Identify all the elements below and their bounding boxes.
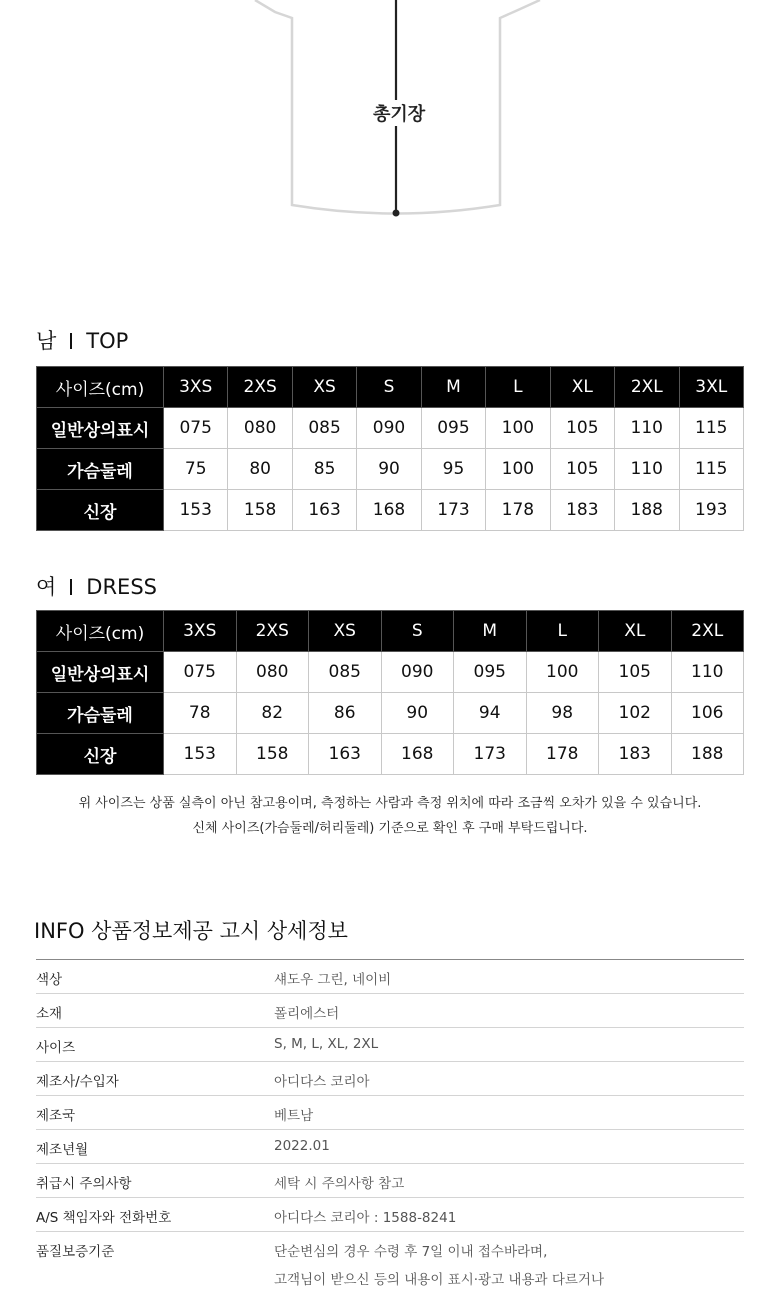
size-row-label: 신장	[37, 734, 164, 775]
info-key: 제조국	[36, 1108, 76, 1124]
size-note-line-1: 위 사이즈는 상품 실측이 아닌 참고용이며, 측정하는 사람과 측정 위치에 따라 조금씩 오차가 있을 수 있습니다.	[78, 796, 702, 811]
info-value: 아디다스 코리아 : 1588-8241	[274, 1210, 457, 1226]
info-row	[36, 1062, 744, 1096]
size-header-cell: S	[381, 611, 454, 652]
size-header-cell: M	[421, 367, 485, 408]
size-table-row	[37, 611, 744, 652]
size-value-cell: 090	[357, 408, 421, 449]
info-key: A/S 책임자와 전화번호	[36, 1210, 172, 1226]
size-value-cell: 102	[599, 693, 672, 734]
men-size-title	[36, 325, 128, 355]
size-value-cell: 100	[486, 449, 550, 490]
size-value-cell: 100	[526, 652, 599, 693]
women-category-label: DRESS	[86, 575, 157, 599]
size-header-cell: XS	[309, 611, 382, 652]
size-header-label: 사이즈(cm)	[37, 611, 164, 652]
info-value: 세탁 시 주의사항 참고	[274, 1176, 405, 1192]
info-value: 베트남	[274, 1108, 314, 1124]
size-table-row	[37, 408, 744, 449]
info-key: 색상	[36, 972, 63, 988]
title-separator	[70, 333, 72, 349]
size-value-cell: 85	[292, 449, 356, 490]
size-header-label: 사이즈(cm)	[37, 367, 164, 408]
size-value-cell: 98	[526, 693, 599, 734]
size-value-cell: 153	[164, 734, 237, 775]
info-value: 섀도우 그린, 네이비	[274, 972, 392, 988]
size-row-label: 가슴둘레	[37, 693, 164, 734]
size-value-cell: 095	[421, 408, 485, 449]
size-value-cell: 075	[164, 652, 237, 693]
size-value-cell: 153	[164, 490, 228, 531]
size-value-cell: 75	[164, 449, 228, 490]
size-value-cell: 188	[671, 734, 744, 775]
info-key: 제조사/수입자	[36, 1074, 119, 1090]
women-size-table	[36, 610, 744, 775]
title-separator	[70, 579, 72, 595]
size-row-label: 신장	[37, 490, 164, 531]
size-header-cell: L	[486, 367, 550, 408]
size-value-cell: 95	[421, 449, 485, 490]
size-header-cell: XS	[292, 367, 356, 408]
size-value-cell: 110	[615, 408, 679, 449]
size-value-cell: 105	[599, 652, 672, 693]
size-value-cell: 193	[679, 490, 744, 531]
info-value: 아디다스 코리아	[274, 1074, 370, 1090]
size-value-cell: 80	[228, 449, 292, 490]
size-value-cell: 183	[599, 734, 672, 775]
size-value-cell: 095	[454, 652, 527, 693]
size-value-cell: 115	[679, 449, 744, 490]
size-value-cell: 90	[381, 693, 454, 734]
size-value-cell: 178	[486, 490, 550, 531]
size-header-cell: XL	[599, 611, 672, 652]
size-value-cell: 085	[309, 652, 382, 693]
size-table-row	[37, 652, 744, 693]
info-row	[36, 1028, 744, 1062]
size-value-cell: 86	[309, 693, 382, 734]
size-value-cell: 178	[526, 734, 599, 775]
size-value-cell: 168	[357, 490, 421, 531]
size-note-line-2: 신체 사이즈(가슴둘레/허리둘레) 기준으로 확인 후 구매 부탁드립니다.	[192, 821, 588, 836]
size-value-cell: 173	[454, 734, 527, 775]
women-size-title	[36, 571, 157, 601]
size-table-row	[37, 490, 744, 531]
size-header-cell: 3XL	[679, 367, 744, 408]
info-row	[36, 994, 744, 1028]
size-value-cell: 110	[615, 449, 679, 490]
size-row-label: 가슴둘레	[37, 449, 164, 490]
total-length-label: 총기장	[371, 100, 427, 126]
info-key: 사이즈	[36, 1040, 76, 1056]
info-title: INFO 상품정보제공 고시 상세정보	[34, 919, 348, 943]
size-value-cell: 090	[381, 652, 454, 693]
size-table-row	[37, 449, 744, 490]
size-value-cell: 110	[671, 652, 744, 693]
info-value: 2022.01	[274, 1138, 330, 1154]
size-value-cell: 100	[486, 408, 550, 449]
info-key: 제조년월	[36, 1142, 89, 1158]
size-value-cell: 158	[228, 490, 292, 531]
size-header-cell: 3XS	[164, 611, 237, 652]
size-value-cell: 183	[550, 490, 614, 531]
info-row	[36, 1164, 744, 1198]
women-gender-label: 여	[36, 575, 57, 599]
size-value-cell: 163	[309, 734, 382, 775]
size-header-cell: XL	[550, 367, 614, 408]
size-value-cell: 168	[381, 734, 454, 775]
men-size-table	[36, 366, 744, 531]
size-header-cell: 2XL	[671, 611, 744, 652]
size-value-cell: 163	[292, 490, 356, 531]
size-value-cell: 158	[236, 734, 309, 775]
info-value: S, M, L, XL, 2XL	[274, 1036, 379, 1052]
size-value-cell: 075	[164, 408, 228, 449]
info-row	[36, 1198, 744, 1232]
size-header-cell: L	[526, 611, 599, 652]
size-table-row	[37, 367, 744, 408]
info-key: 소재	[36, 1006, 63, 1022]
info-row	[36, 960, 744, 994]
size-table-row	[37, 693, 744, 734]
product-info-table	[36, 959, 744, 1292]
size-row-label: 일반상의표시	[37, 652, 164, 693]
info-value: 폴리에스터	[274, 1006, 340, 1022]
size-header-cell: 3XS	[164, 367, 228, 408]
info-row	[36, 1096, 744, 1130]
size-header-cell: 2XS	[228, 367, 292, 408]
size-value-cell: 173	[421, 490, 485, 531]
info-key: 취급시 주의사항	[36, 1176, 132, 1192]
size-header-cell: M	[454, 611, 527, 652]
size-value-cell: 080	[228, 408, 292, 449]
info-key: 품질보증기준	[36, 1244, 115, 1260]
info-row	[36, 1232, 744, 1292]
size-value-cell: 78	[164, 693, 237, 734]
info-value: 단순변심의 경우 수령 후 7일 이내 접수바라며,	[274, 1244, 548, 1260]
men-category-label: TOP	[86, 329, 129, 353]
size-header-cell: S	[357, 367, 421, 408]
size-table-row	[37, 734, 744, 775]
size-value-cell: 115	[679, 408, 744, 449]
size-value-cell: 188	[615, 490, 679, 531]
size-value-cell: 080	[236, 652, 309, 693]
size-header-cell: 2XS	[236, 611, 309, 652]
info-value-continued: 고객님이 받으신 등의 내용이 표시·광고 내용과 다르거나	[274, 1272, 604, 1288]
size-value-cell: 90	[357, 449, 421, 490]
size-value-cell: 106	[671, 693, 744, 734]
size-value-cell: 105	[550, 449, 614, 490]
size-value-cell: 105	[550, 408, 614, 449]
size-header-cell: 2XL	[615, 367, 679, 408]
size-value-cell: 085	[292, 408, 356, 449]
men-gender-label: 남	[36, 329, 57, 353]
size-row-label: 일반상의표시	[37, 408, 164, 449]
info-row	[36, 1130, 744, 1164]
size-value-cell: 94	[454, 693, 527, 734]
size-value-cell: 82	[236, 693, 309, 734]
